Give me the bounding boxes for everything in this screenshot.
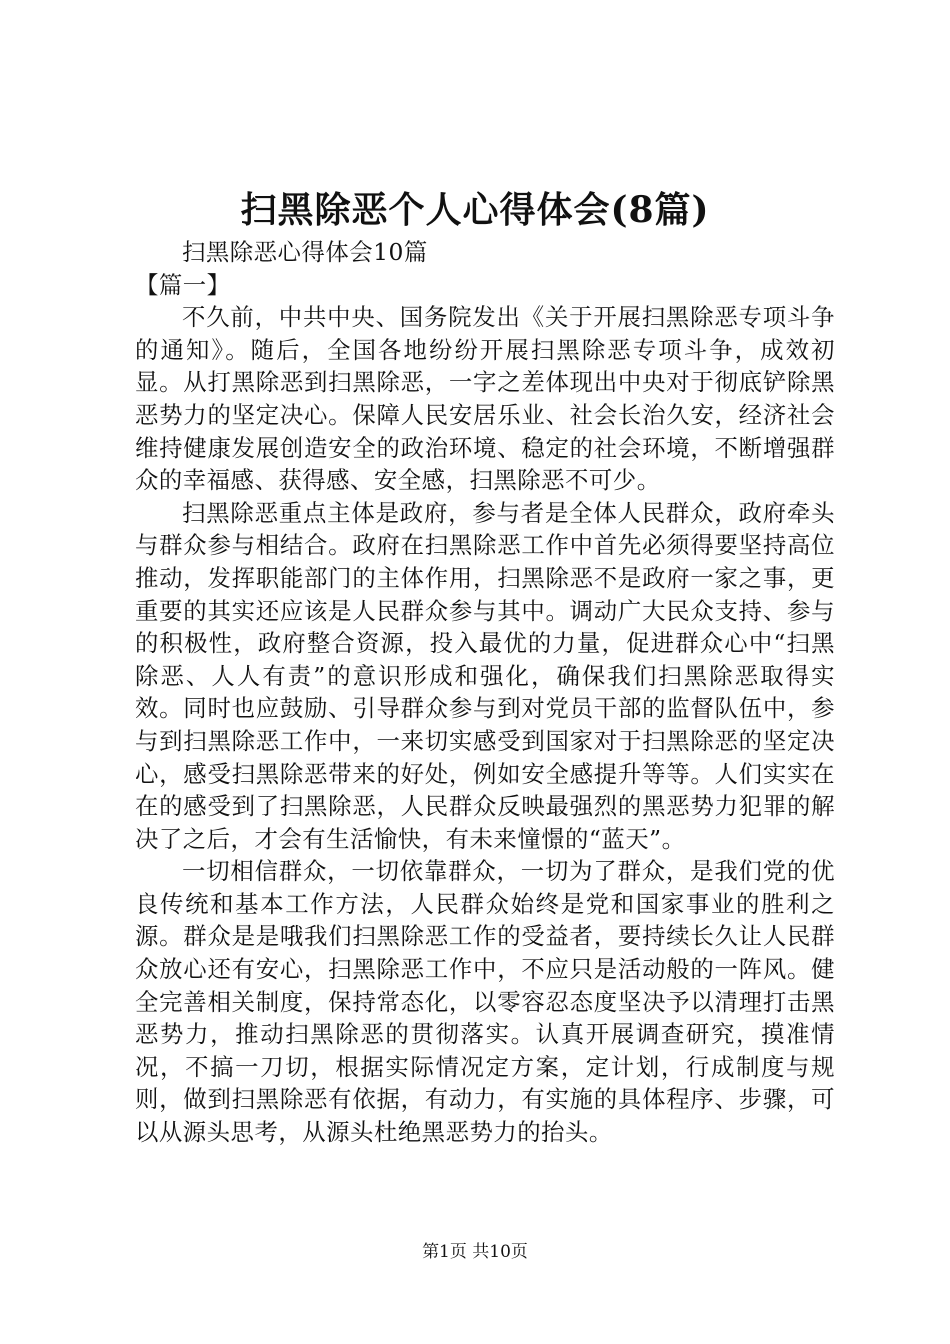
body-paragraph: 一切相信群众，一切依靠群众，一切为了群众，是我们党的优良传统和基本工作方法，人民群众始终是党和国家事业的胜利之源。群众是是哦我们扫黑除恶工作的受益者，要持续长久让人民群众放心还有安心，扫黑除恶工作中，不应只是活动般的一阵风。健全完善相关制度，保持常态化，以零容忍态度坚决予以清理打击黑恶势力，推动扫黑除恶的贯彻落实。认真开展调查研究，摸准情况，不搞一刀切，根据实际情况定方案，定计划，行成制度与规则，做到扫黑除恶有依据，有动力，有实施的具体程序、步骤，可以从源头思考，从源头杜绝黑恶势力的抬头。 bbox=[135, 857, 835, 1147]
document-title: 扫黑除恶个人心得体会(8篇) bbox=[240, 189, 710, 231]
page-footer: 第1页 共10页 bbox=[422, 1242, 528, 1262]
body-paragraph: 扫黑除恶重点主体是政府，参与者是全体人民群众，政府牵头与群众参与相结合。政府在扫黑除恶工作中首先必须得要坚持高位推动，发挥职能部门的主体作用，扫黑除恶不是政府一家之事，更重要的其实还应该是人民群众参与其中。调动广大民众支持、参与的积极性，政府整合资源，投入最优的力量，促进群众心中“扫黑除恶、人人有责”的意识形成和强化，确保我们扫黑除恶取得实效。同时也应鼓励、引导群众参与到对党员干部的监督队伍中，参与到扫黑除恶工作中，一来切实感受到国家对于扫黑除恶的坚定决心，感受扫黑除恶带来的好处，例如安全感提升等等。人们实实在在的感受到了扫黑除恶，人民群众反映最强烈的黑恶势力犯罪的解决了之后，才会有生活愉快，有未来憧憬的“蓝天”。 bbox=[135, 498, 835, 853]
document-subtitle: 扫黑除恶心得体会10篇 bbox=[182, 238, 428, 266]
document-body bbox=[135, 236, 835, 1149]
section-heading: 【篇一】 bbox=[135, 270, 231, 299]
body-paragraph: 不久前，中共中央、国务院发出《关于开展扫黑除恶专项斗争的通知》。随后，全国各地纷纷开展扫黑除恶专项斗争，成效初显。从打黑除恶到扫黑除恶，一字之差体现出中央对于彻底铲除黑恶势力的坚定决心。保障人民安居乐业、社会长治久安，经济社会维持健康发展创造安全的政治环境、稳定的社会环境，不断增强群众的幸福感、获得感、安全感，扫黑除恶不可少。 bbox=[135, 303, 835, 495]
